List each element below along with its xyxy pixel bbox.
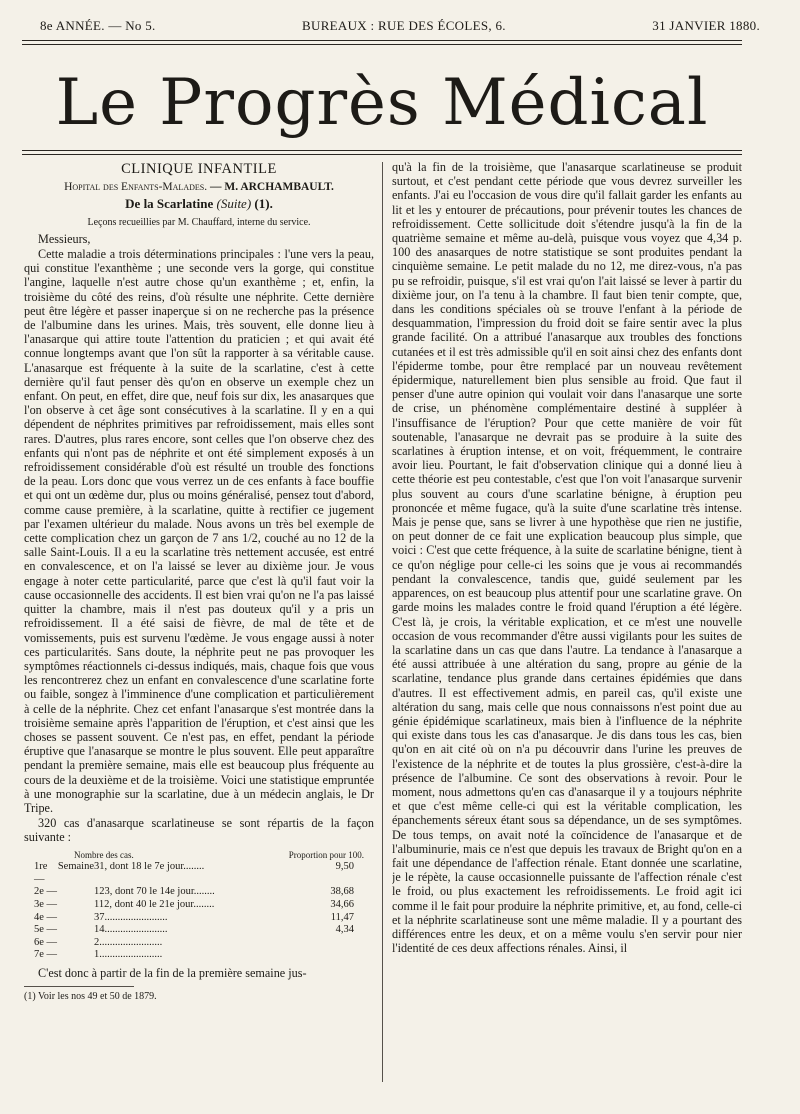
row-cases: 2........................ — [94, 936, 163, 948]
byline: Leçons recueillies par M. Chauffard, interne du service. — [87, 216, 311, 228]
row-ratio: 11,47 — [330, 911, 354, 923]
author-name: — M. ARCHAMBAULT. — [209, 181, 334, 194]
row-cases: 1........................ — [94, 949, 163, 961]
row-week: 6e — — [34, 936, 58, 948]
row-week: 2e — — [34, 886, 58, 898]
table-row — [34, 924, 364, 937]
issue-date: 31 JANVIER 1880. — [652, 18, 760, 33]
left-column — [24, 160, 374, 1100]
section-heading: CLINIQUE INFANTILE — [121, 161, 277, 177]
table-row — [34, 912, 364, 925]
row-ratio — [294, 937, 354, 950]
footnote-rule — [24, 986, 134, 987]
statistics-table — [34, 849, 364, 962]
row-ratio — [294, 949, 354, 962]
lecture-suite: (Suite) — [216, 196, 252, 212]
header-rule-double — [22, 44, 742, 45]
salutation: Messieurs, — [38, 231, 91, 246]
lecture-title-text: De la Scarlatine — [125, 196, 214, 212]
row-ratio: 38,68 — [330, 886, 354, 898]
header-rule — [22, 40, 742, 41]
row-cases: 31, dont 18 le 7e jour........ — [94, 861, 205, 873]
row-cases: 37........................ — [94, 911, 168, 923]
row-cases: 14........................ — [94, 924, 168, 936]
body-paragraph: qu'à la fin de la troisième, que l'anasarque scarlatineuse se produit surtout, et c'est pendant cette période que vous devrez surveiller les enfants. J'ai eu l'occasion de vous dire qu'il fallait garder les enfants au lit et les y entourer de précautions, pour prévenir toutes les chances de refroidissement. Cette sollicitude doit s'étendre jusqu'à la fin de la quatrième semaine et même au-delà, puisque vous voyez que 4,34 p. 100 des anasarques de notre statistique se sont produites pendant la cinquième semaine. Le petit malade du no 12, me direz-vous, n'a pas pu se refroidir, puisque, s'il est vrai qu'on l'ait laissé se lever à partir du dixième jour, on l'a tenu à la chambre. Il faut bien tenir compte, que, dans les conditions spéciales où se trouve l'enfant à la période de desquammation, l'impression du froid doit se faire sentir avec la plus grande facilité. On a attribué l'anasarque aux troubles des fonctions cutanées et il est très admissible qu'il en soit ainsi chez des enfants dont l'épiderme tombe, pour être remplacé par un nouveau revêtement épidermique, naturellement bien plus sensible au froid. Que faut il penser d'une autre opinion qui voulait voir dans l'anasarque une sorte de crise, un phénomène complémentaire destiné à suppléer à l'insuffisance de l'éruption? Pour que cette manière de voir fût soutenable, l'anasarque ne devrait pas se produire à la suite des scarlatines à éruption intense, et on voit, fréquemment, le contraire avoir lieu. Pourtant, le fait d'observation clinique qui a donné lieu à cette théorie est peu contestable, c'est que l'on voit l'anasarque survenir plus souvent au cours d'une scarlatine bénigne, à éruption peu prononcée et même fugace, qu'à la suite d'une scarlatine très intense. Mais je pense que, sans se livrer à une hypothèse que rien ne justifie, on peut donner de ce fait une explication beaucoup plus simple, que voici : C'est que cette fréquence, à la suite de scarlatine bénigne, tient à ce qu'on néglige pour celle-ci les soins que je vous ai recommandés pendant la convalescence, tandis que, guidé seulement par les apparences, on est beaucoup plus attentif pour une scarlatine grave. On garde moins les malades contre le froid quand l'éruption a été légère. C'est là, je crois, la véritable explication, et ce m'est une nouvelle occasion de vous recommander d'être aussi vigilants pour les suites de la scarlatine dans un cas que dans l'autre. La tendance à l'anasarque a été aussi attribuée à une altération du sang, propre au génie de la scarlatine, tendance plus grande dans certaines épidémies que dans d'autres. Il est effectivement admis, en pareil cas, qu'il existe une altération du sang, mais celle que nous connaissons n'est point due au génie épidémique scarlatineux, mais bien à l'influence de la néphrite qui existe dans tous les cas d'anasarque. Je dis dans tous les cas, bien qu'on en ait cité où on n'a pu découvrir dans l'urine les preuves de l'existence de la néphrite et de toutes la plus grossière, c'est-à-dire la présence de l'albumine. Ce sont des observations à revoir. Pour le moment, nous admettons qu'en cas d'anasarque il y a toujours néphrite et que c'est même celle-ci qui est la véritable complication, les épanchements séreux étant sous sa dépendance, un de ses symptômes. De tous temps, on avait noté la coïncidence de l'anasarque et de l'albuminurie, mais ce n'est que depuis les travaux de Bright qu'on en a fait une dépendance de l'affection rénale. Etant donnée une scarlatine, je le répète, la cause occasionnelle puissante de l'affection rénale c'est le froid, ou plus exactement les refroidissements. Le froid agit ici comme il le fait pour produire la néphrite primitive, et, au fond, celle-ci et la néphrite scarlatineuse sont une même maladie. Il y a pourtant des différences entre les deux, et on a même voulu s'en servir pour nier l'identité de ces deux affections rénales. Ainsi, il — [392, 160, 742, 956]
row-ratio: 34,66 — [330, 898, 354, 910]
office-address: BUREAUX : RUE DES ÉCOLES, 6. — [302, 18, 506, 33]
col-ratio-header: Proportion pour 100. — [288, 849, 364, 860]
issue-number: 8e ANNÉE. — No 5. — [40, 18, 156, 33]
table-row — [34, 886, 364, 899]
row-week: 5e — — [34, 924, 58, 936]
row-ratio: 4,34 — [335, 924, 354, 936]
hospital-heading — [24, 180, 374, 194]
row-week: 4e — — [34, 911, 58, 923]
row-cases: 123, dont 70 le 14e jour........ — [94, 886, 215, 898]
row-week: 3e — — [34, 898, 58, 910]
row-cases: 112, dont 40 le 21e jour........ — [94, 898, 215, 910]
row-week: 7e — — [34, 949, 58, 961]
title-rule — [22, 150, 742, 151]
closing-paragraph: C'est donc à partir de la fin de la première semaine jus- — [38, 965, 307, 980]
table-header — [34, 849, 364, 862]
right-column — [392, 160, 742, 1100]
body-paragraph: Cette maladie a trois déterminations principales : l'une vers la peau, qui constitue l'exanthème ; une seconde vers la gorge, qui constitue l'angine, laquelle n'est autre chose qu'un exanthème ; et, enfin, la troisième du côté des reins, d'où résulte une néphrite. Cette dernière peut être légère et passer inaperçue si on ne recherche pas la présence de l'albumine dans les urines. Mais, très souvent, elle donne lieu à l'anasarque qui attire toute l'attention du praticien ; et qui avait été connue longtemps avant que l'on sût la rapporter à sa véritable cause. L'anasarque est fréquente à la suite de la scarlatine, c'est à cette dernière qu'il faut penser dès qu'on en observe un exemple chez un enfant. On peut, en effet, dire que, neuf fois sur dix, les anasarques que l'on observe à cet âge sont consécutives à la scarlatine. Il y en a qui dépendent de néphrites primitives par refroidissement, mais elles sont rares. D'autres, plus rares encore, sont celles que l'on observe chez des enfants qui n'ont pas de néphrite et ont été simplement exposés à un refroidissement considérable d'où est résulté un trouble des fonctions de la peau. Lors donc que vous verrez un de ces enfants à face bouffie et qui ont un œdème dur, plus ou moins généralisé, pensez tout d'abord, comme cause première, à la scarlatine, quitte à rectifier ce jugement par l'examen ultérieur du malade. Nous avons un très bel exemple de cette complication chez un garçon de 7 ans 1/2, couché au no 12 de la salle Saint-Louis. Il a eu la scarlatine très nettement accusée, est entré en convalescence, et on l'a laissé se lever au dixième jour. Je vous engage à noter cette particularité, parce que c'est là qu'il faut voir la cause occasionnelle des accidents. Il est bien vrai qu'on ne l'a pas laissé quitter la chambre, mais il n'est pas douteux qu'il y a pris un refroidissement. Il a été saisi de fièvre, de mal de tête et de vomissements, puis est survenu l'œdème. Je vous engage aussi à noter ces particularités. Sans doute, la néphrite peut ne pas provoquer les symptômes réactionnels ci-dessus indiqués, mais, chaque fois que vous les rencontrerez chez un enfant en convalescence d'une scarlatine forte ou faible, songez à l'imminence d'une complication et particulièrement à celle de la néphrite. Chez cet enfant l'anasarque s'est montrée dans la troisième semaine après l'apparition de l'éruption, et c'est ainsi que les choses se passent souvent. Ce n'est pas, en effet, pendant la période éruptive que l'anasarque se montre le plus souvent. Elle peut apparaître pendant la première semaine, mais elle est beaucoup plus fréquente au cours de la deuxième et de la troisième. Voici une statistique empruntée à une monographie sur la scarlatine, due à un médecin anglais, le Dr Tripe. — [24, 247, 374, 815]
newspaper-title: Le Progrès Médical — [55, 66, 709, 140]
lecture-title — [24, 197, 374, 211]
hospital-name: Hopital des Enfants-Malades. — [64, 181, 208, 194]
body-paragraph: 320 cas d'anasarque scarlatineuse se sont répartis de la façon suivante : — [24, 816, 374, 845]
column-divider — [382, 162, 383, 1082]
table-row — [34, 949, 364, 962]
lecture-note-ref: (1). — [254, 196, 273, 212]
table-row — [34, 937, 364, 950]
table-row — [34, 861, 364, 886]
table-row — [34, 899, 364, 912]
col-cases-header: Nombre des cas. — [74, 849, 134, 860]
footnote: (1) Voir les nos 49 et 50 de 1879. — [24, 991, 157, 1003]
row-week: 1re Semaine — — [34, 861, 94, 885]
issue-header — [40, 18, 760, 34]
row-ratio: 9,50 — [335, 861, 354, 873]
title-rule-double — [22, 154, 742, 155]
